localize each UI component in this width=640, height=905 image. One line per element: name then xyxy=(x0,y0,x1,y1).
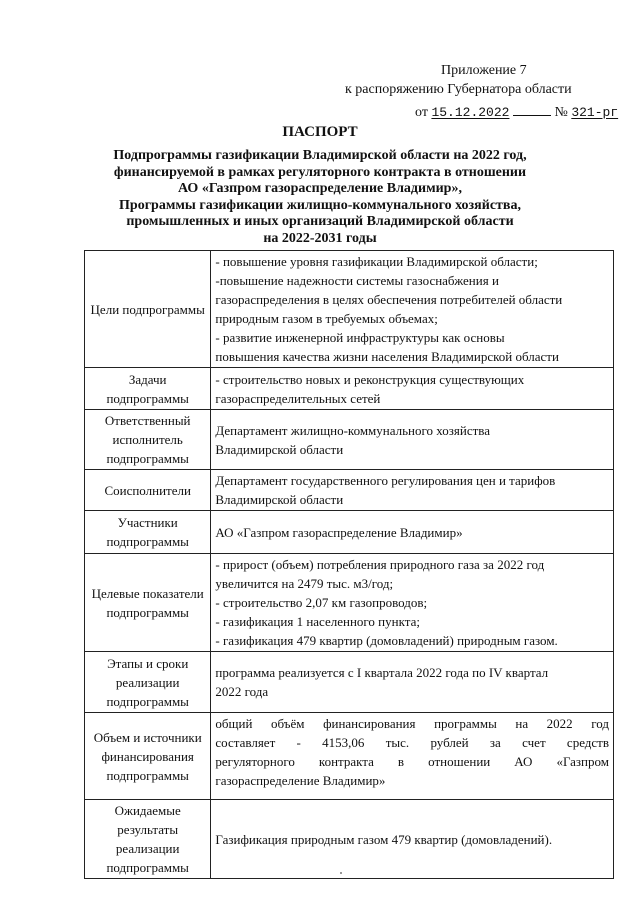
row-value xyxy=(211,470,614,511)
document-title: ПАСПОРТ xyxy=(282,124,358,140)
from-label: от xyxy=(415,105,428,120)
row-label: Ответственный исполнитель подпрограммы xyxy=(85,410,211,470)
subtitle-line-2: финансируемой в рамках регуляторного контракта в отношении xyxy=(113,164,527,180)
row-label: Ожидаемые результаты реализации подпрограммы xyxy=(85,800,211,879)
value-line: программа реализуется с I квартала 2022 года по IV квартал xyxy=(215,665,549,680)
table-row xyxy=(85,652,614,713)
value-line: Департамент государственного регулирования цен и тарифов xyxy=(215,473,556,488)
table-row xyxy=(85,554,614,652)
row-label: Этапы и сроки реализации подпрограммы xyxy=(85,652,211,713)
table-row xyxy=(85,511,614,554)
page-mark xyxy=(340,872,342,874)
subtitle-line-6: на 2022-2031 годы xyxy=(263,230,377,246)
row-value xyxy=(211,511,614,554)
document-subtitle xyxy=(0,148,640,247)
date-number-line xyxy=(415,104,618,122)
table-row xyxy=(85,368,614,410)
table-row xyxy=(85,251,614,368)
subtitle-line-1: Подпрограммы газификации Владимирской области на 2022 год, xyxy=(113,148,527,163)
value-line: газораспределения в целях обеспечения потребителей области xyxy=(215,292,563,307)
value-line: Владимирской области xyxy=(215,492,344,507)
order-reference: к распоряжению Губернатора области xyxy=(345,82,572,97)
row-value xyxy=(211,652,614,713)
row-value xyxy=(211,251,614,368)
document-number: 321-рг xyxy=(571,105,619,120)
value-line: общий объём финансирования программы на 2022 год xyxy=(215,716,609,731)
row-value xyxy=(211,410,614,470)
subtitle-line-3: АО «Газпром газораспределение Владимир», xyxy=(178,181,462,196)
value-line: составляет - 4153,06 тыс. рублей за счет средств xyxy=(215,735,609,750)
value-line: - газификация 479 квартир (домовладений) природным газом. xyxy=(215,633,558,648)
value-line: природным газом в требуемых объемах; xyxy=(215,311,438,326)
row-label: Цели подпрограммы xyxy=(85,251,211,368)
subtitle-line-5: промышленных и иных организаций Владимирской области xyxy=(126,214,514,229)
value-line: 2022 года xyxy=(215,684,269,699)
appendix-label: Приложение 7 xyxy=(441,63,527,78)
value-line: АО «Газпром газораспределение Владимир» xyxy=(215,524,463,540)
value-line: - развитие инженерной инфраструктуры как основы xyxy=(215,330,505,345)
document-date: 15.12.2022 xyxy=(431,105,510,120)
value-line: Владимирской области xyxy=(215,441,344,457)
subtitle-line-4: Программы газификации жилищно-коммунального хозяйства, xyxy=(119,197,521,213)
value-line: регуляторного контракта в отношении АО «Газпром xyxy=(215,754,609,769)
passport-table xyxy=(84,250,614,879)
value-line: Газификация природным газом 479 квартир (домовладений). xyxy=(215,831,553,847)
value-line: - строительство 2,07 км газопроводов; xyxy=(215,595,428,610)
value-line: газораспределение Владимир» xyxy=(215,773,386,788)
row-value xyxy=(211,800,614,879)
row-value xyxy=(211,713,614,800)
table-row xyxy=(85,800,614,879)
value-line: повышения качества жизни населения Владимирской области xyxy=(215,349,559,364)
table-row xyxy=(85,410,614,470)
value-line: Департамент жилищно-коммунального хозяйства xyxy=(215,422,491,438)
row-value xyxy=(211,554,614,652)
row-label: Задачи подпрограммы xyxy=(85,368,211,410)
number-sign: № xyxy=(554,105,568,120)
row-label: Участники подпрограммы xyxy=(85,511,211,554)
value-line: газораспределительных сетей xyxy=(215,390,381,406)
row-value xyxy=(211,368,614,410)
value-line: увеличится на 2479 тыс. м3/год; xyxy=(215,576,394,591)
table-row xyxy=(85,713,614,800)
row-label: Целевые показатели подпрограммы xyxy=(85,554,211,652)
value-line: - строительство новых и реконструкция существующих xyxy=(215,371,525,387)
value-line: - прирост (объем) потребления природного газа за 2022 год xyxy=(215,557,545,572)
table-row xyxy=(85,470,614,511)
row-label: Объем и источники финансирования подпрограммы xyxy=(85,713,211,800)
row-label: Соисполнители xyxy=(85,470,211,511)
value-line: - повышение уровня газификации Владимирской области; xyxy=(215,254,538,269)
value-line: - газификация 1 населенного пункта; xyxy=(215,614,420,629)
value-line: -повышение надежности системы газоснабжения и xyxy=(215,273,499,288)
